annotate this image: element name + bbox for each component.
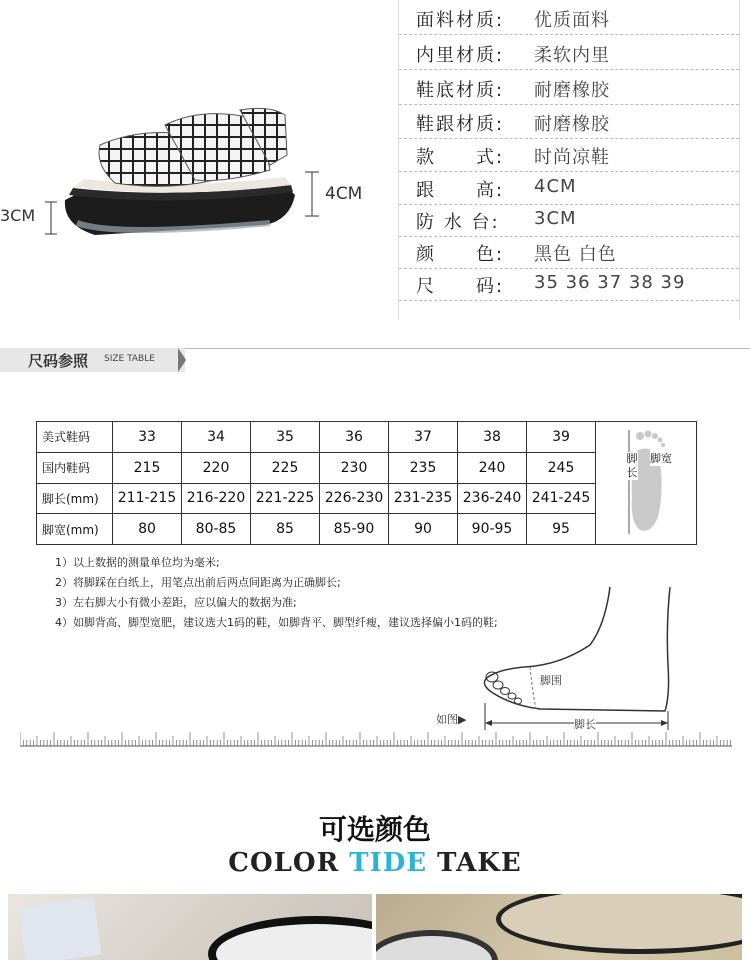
- table-cell: 220: [182, 452, 251, 483]
- table-cell: 38: [458, 422, 527, 453]
- row-label: 美式鞋码: [37, 422, 113, 453]
- foot-length-label: 脚长: [626, 452, 638, 479]
- row-label: 脚宽(mm): [37, 514, 113, 545]
- table-cell: 225: [251, 452, 320, 483]
- subtitle-part: COLOR: [228, 848, 350, 878]
- spec-key: 鞋底材质:: [416, 80, 505, 101]
- table-cell: 85: [251, 514, 320, 545]
- spec-value: 4CM: [534, 176, 577, 197]
- foot-length-diagram-label: 脚长: [574, 718, 596, 731]
- foot-outline-icon: [596, 422, 696, 540]
- subtitle-accent: TIDE: [349, 848, 428, 878]
- table-cell: 90-95: [458, 514, 527, 545]
- platform-height-label: 3CM: [0, 206, 36, 225]
- table-cell: 95: [527, 514, 596, 545]
- color-section-title: 可选颜色: [318, 813, 431, 846]
- spec-key: 跟 高:: [416, 180, 505, 201]
- spec-value: 柔软内里: [534, 45, 610, 66]
- spec-value: 3CM: [534, 208, 577, 229]
- foot-width-label: 脚宽: [650, 452, 672, 465]
- spec-row: [399, 37, 739, 70]
- header-arrow-icon: [178, 346, 190, 374]
- table-cell: 80: [113, 514, 182, 545]
- spec-value: 耐磨橡胶: [534, 114, 610, 135]
- foot-outline-cell: [596, 422, 697, 545]
- spec-key: 尺 码:: [416, 276, 505, 297]
- table-cell: 33: [113, 422, 182, 453]
- note-item: 4）如脚背高、脚型宽肥，建议选大1码的鞋，如脚背平、脚型纤瘦，建议选择偏小1码的鞋;: [55, 616, 498, 629]
- spec-value: 优质面料: [534, 10, 610, 31]
- spec-key: 鞋跟材质:: [416, 114, 505, 135]
- platform-height-marker: [44, 200, 58, 236]
- spec-key: 款 式:: [416, 147, 505, 168]
- table-cell: 34: [182, 422, 251, 453]
- subtitle-part: TAKE: [427, 848, 522, 878]
- spec-row: [399, 236, 739, 269]
- spec-row: [399, 172, 739, 205]
- spec-key: 防 水 台:: [416, 212, 500, 233]
- see-figure-label: 如图▶: [436, 713, 467, 726]
- table-cell: 226-230: [320, 483, 389, 514]
- spec-row: [399, 268, 739, 301]
- table-cell: 35: [251, 422, 320, 453]
- size-section-header: [0, 348, 185, 372]
- heel-height-label: 4CM: [325, 184, 363, 204]
- heel-height-marker: [302, 170, 322, 218]
- table-cell: 235: [389, 452, 458, 483]
- sandal-image: [55, 95, 305, 260]
- spec-value: 黑色 白色: [534, 244, 617, 265]
- spec-key: 内里材质:: [416, 45, 505, 66]
- size-table: [36, 421, 697, 545]
- foot-girth-label: 脚围: [540, 674, 562, 687]
- spec-value: 35 36 37 38 39: [534, 272, 686, 293]
- spec-key: 面料材质:: [416, 10, 505, 31]
- table-cell: 240: [458, 452, 527, 483]
- spec-row: [399, 139, 739, 172]
- table-cell: 36: [320, 422, 389, 453]
- spec-row: [399, 204, 739, 237]
- spec-value: 时尚凉鞋: [534, 147, 610, 168]
- row-label: 国内鞋码: [37, 452, 113, 483]
- sandal-black: [208, 916, 372, 960]
- table-cell: 245: [527, 452, 596, 483]
- sandal-white: [376, 930, 498, 960]
- product-photo-white: [376, 894, 742, 960]
- measurement-notes: [55, 553, 498, 633]
- note-item: 2）将脚踩在白纸上，用笔点出前后两点间距离为正确脚长;: [55, 576, 341, 589]
- table-cell: 221-225: [251, 483, 320, 514]
- spec-value: 耐磨橡胶: [534, 80, 610, 101]
- product-photo-black: [8, 894, 372, 960]
- table-cell: 37: [389, 422, 458, 453]
- table-cell: 85-90: [320, 514, 389, 545]
- magazine-image: [18, 897, 101, 960]
- table-cell: 90: [389, 514, 458, 545]
- color-section-subtitle: [0, 848, 750, 878]
- table-cell: 216-220: [182, 483, 251, 514]
- note-item: 1）以上数据的测量单位均为毫米;: [55, 556, 220, 569]
- table-cell: 215: [113, 452, 182, 483]
- ruler: [20, 731, 732, 747]
- spec-key: 颜 色:: [416, 244, 505, 265]
- foot-measure-diagram: [470, 585, 700, 733]
- table-cell: 230: [320, 452, 389, 483]
- table-cell: 39: [527, 422, 596, 453]
- spec-row: [399, 72, 739, 105]
- spec-row: [399, 106, 739, 139]
- table-row: [37, 422, 697, 453]
- table-cell: 211-215: [113, 483, 182, 514]
- hat-image: [496, 894, 742, 954]
- table-cell: 236-240: [458, 483, 527, 514]
- size-section-title: 尺码参照: [28, 352, 89, 370]
- table-cell: 231-235: [389, 483, 458, 514]
- table-cell: 241-245: [527, 483, 596, 514]
- spec-row: [399, 2, 739, 35]
- row-label: 脚长(mm): [37, 483, 113, 514]
- size-section-subtitle: SIZE TABLE: [104, 354, 155, 364]
- spec-table: [398, 0, 740, 320]
- note-item: 3）左右脚大小有微小差距，应以偏大的数据为准;: [55, 596, 297, 609]
- table-cell: 80-85: [182, 514, 251, 545]
